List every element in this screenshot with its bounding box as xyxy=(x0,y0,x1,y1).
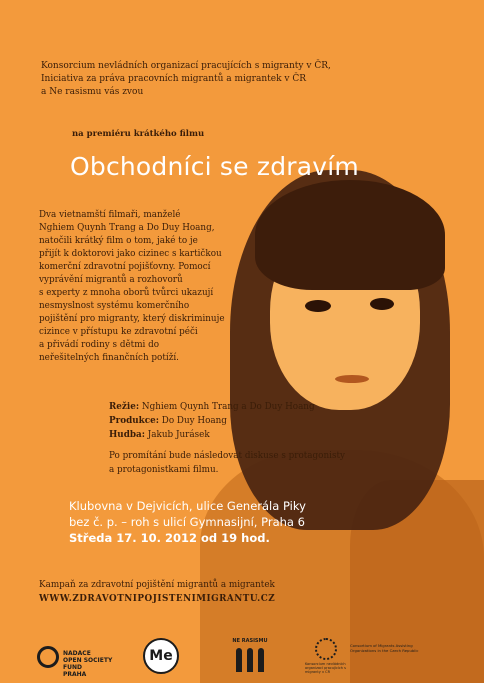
photo-mouth xyxy=(335,375,369,383)
figure-icon xyxy=(247,648,253,672)
venue-line-2: bez č. p. – roh s ulicí Gymnasijní, Praha 6 xyxy=(69,515,305,529)
music-label: Hudba: xyxy=(109,430,145,440)
description-line: nesmyslnost systému komerčního xyxy=(39,301,190,311)
campaign-url[interactable]: WWW.ZDRAVOTNIPOJISTENIMIGRANTU.CZ xyxy=(39,594,276,604)
campaign-info xyxy=(39,578,275,606)
figure-icon xyxy=(236,648,242,672)
discussion-line: Po promítání bude následovat diskuse s protagonisty xyxy=(109,451,345,461)
film-title: Obchodníci se zdravím xyxy=(70,152,359,181)
description-line: přijít k doktorovi jako cizinec s kartičkou xyxy=(39,249,222,259)
discussion-line: a protagonistkami filmu. xyxy=(109,465,219,475)
director-name: Nghiem Quynh Trang a Do Duy Hoang xyxy=(141,402,315,412)
premiere-label: na premiéru krátkého filmu xyxy=(72,129,205,139)
intro-line: a Ne rasismu vás zvou xyxy=(41,87,144,97)
description-line: s experty z mnoha oborů tvůrci ukazují xyxy=(39,288,214,298)
venue-info xyxy=(69,498,306,546)
ne-rasismu-label: NE RASISMU xyxy=(232,638,268,644)
venue-street: , ulice Generála Piky xyxy=(188,499,306,513)
me-logo: Me xyxy=(143,638,179,674)
description-line: vyprávění migrantů a rozhovorů xyxy=(39,275,183,285)
intro-text xyxy=(41,60,331,99)
figure-icon xyxy=(258,648,264,672)
intro-line: Iniciativa za práva pracovních migrantů a migrantek v ČR xyxy=(41,74,307,84)
sponsor-logos xyxy=(0,630,484,683)
producer-label: Produkce: xyxy=(109,416,159,426)
description-line: cizince v přístupu ke zdravotní péči xyxy=(39,327,198,337)
venue-line-1 xyxy=(69,498,306,514)
description-line: komerční zdravotní pojišťovny. Pomocí xyxy=(39,262,211,272)
director-label: Režie: xyxy=(109,402,140,412)
photo-left-eye xyxy=(305,300,331,312)
campaign-text: Kampaň za zdravotní pojištění migrantů a migrantek xyxy=(39,580,275,590)
description-line: natočili krátký film o tom, jaké to je xyxy=(39,236,198,246)
consortium-flower-icon xyxy=(315,638,337,660)
discussion-note xyxy=(109,449,345,477)
music-name: Jakub Jurásek xyxy=(147,430,210,440)
open-society-fund-logo xyxy=(37,646,127,678)
photo-right-eye xyxy=(370,298,394,310)
consortium-logo xyxy=(305,638,350,674)
description-line: a přivádí rodiny s dětmi do xyxy=(39,340,160,350)
osf-mark-icon xyxy=(37,646,59,668)
producer-credit xyxy=(109,414,315,428)
intro-line: Konsorcium nevládních organizací pracujících s migranty v ČR, xyxy=(41,61,331,71)
description-line: Nghiem Quynh Trang a Do Duy Hoang, xyxy=(39,223,215,233)
event-datetime: Středa 17. 10. 2012 od 19 hod. xyxy=(69,531,270,545)
film-credits xyxy=(109,400,315,442)
music-credit xyxy=(109,428,315,442)
film-description xyxy=(39,209,269,365)
description-line: pojištění pro migranty, který diskriminuje xyxy=(39,314,225,324)
director-credit xyxy=(109,400,315,414)
consortium-name-en: Consortium of Migrants Assisting Organizations in the Czech Republic xyxy=(350,643,419,653)
ne-rasismu-logo xyxy=(230,638,270,674)
producer-name: Do Duy Hoang xyxy=(161,416,227,426)
photo-bangs xyxy=(255,180,445,290)
osf-logo-text: NADACE OPEN SOCIETY FUND PRAHA xyxy=(63,650,113,678)
description-line: Dva vietnamští filmaři, manželé xyxy=(39,210,181,220)
venue-name: Klubovna v Dejvicích xyxy=(69,499,189,513)
description-line: neřešitelných finančních potíží. xyxy=(39,353,179,363)
consortium-name-cz: Konsorcium nevládních organizací pracujících s migranty v ČR xyxy=(305,662,346,674)
